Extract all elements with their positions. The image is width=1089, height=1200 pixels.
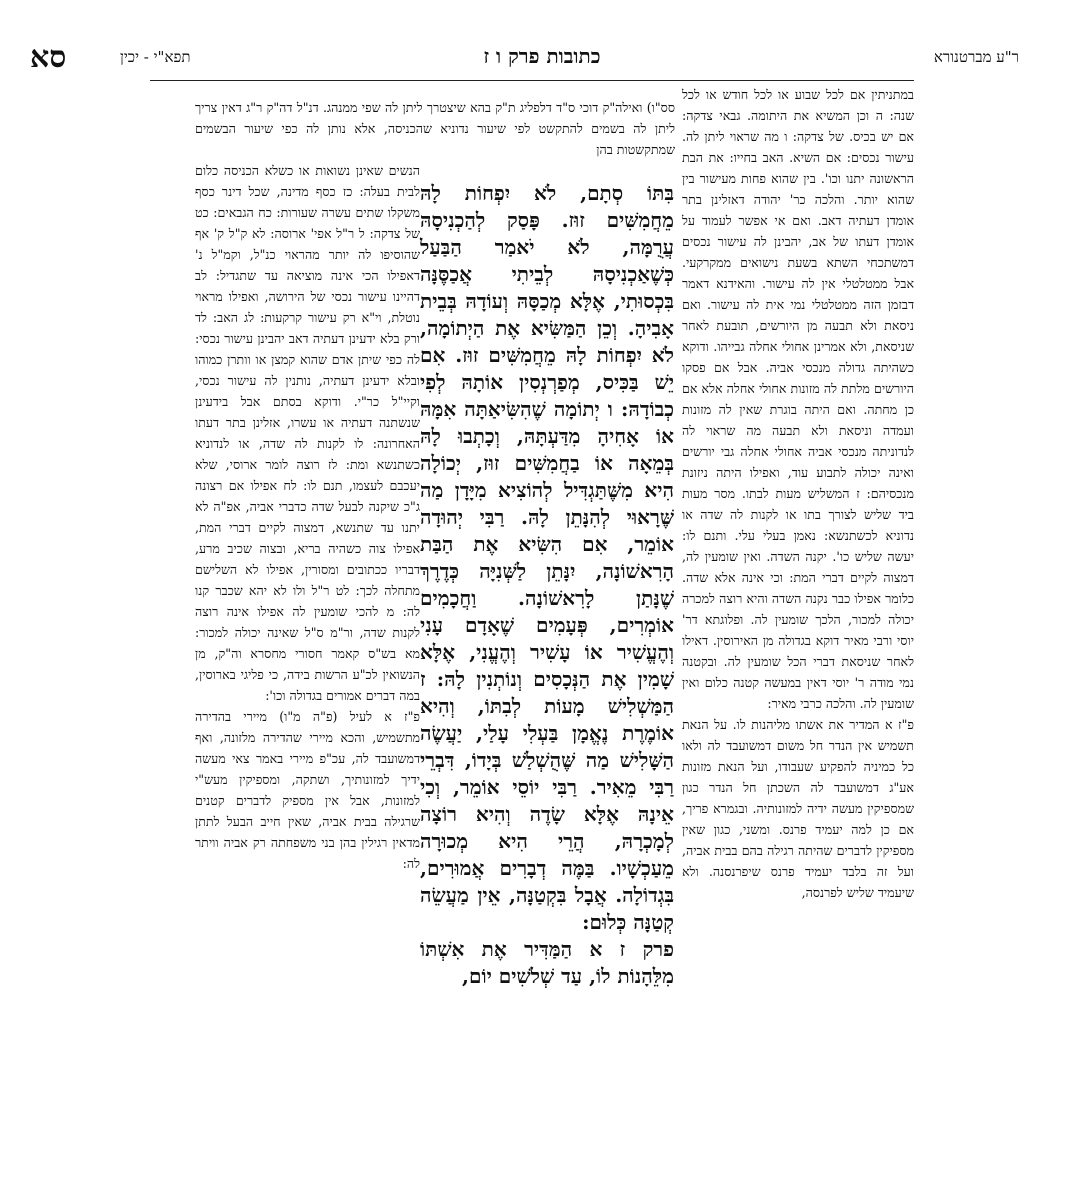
bartenura-paragraph: במתניתין אם לכל שבוע או לכל חודש או לכל שנה: ה וכן המשיא את היתומה. גבאי צדקה: אם יש בכיס. של צדקה: ו מה שראוי ליתן לה. עישור נכסים: אם השיא. האב בחייו: את הבת הראשונה יתנו וכו'. בין שהוא פחות מעישור בין שהוא יותר. והלכה כר' יהודה דאזלינן בתר אומדן דעתיה דאב. ואם אי אפשר לעמוד על אומדן דעתו של אב, יהבינן לה עישור נכסים דמשתכחי השתא בשעת נישואים ממקרקעי. אבל ממטלטלי אין לה עישור. והאידנא דאמר דבזמן הזה ממטלטלי נמי אית לה עישור. ואם ניסאת ולא תבעה מן היורשים, תובעת לאחר שניסאת, ולא אמרינן אחולי אחלה גבייהו. ודוקא כשהיתה גדולה מנכסי אביה. אבל אם פסקו היורשים מלתת לה מזונות אחולי אחלה אלא אם כן מחתה. ואם היתה בוגרת שאין לה מזונות ועמדה וניסאת ולא תבעה מה שראוי לה לנדוניתה מנכסי אביה אחולי אחלה גבי יורשים ואינה יכולה לתבוע עוד, ואפילו היתה ניזונת מנכסיהם: ז המשליש מעות לבתו. מסר מעות ביד שליש לצורך בתו או לקנות לה שדה או נדוניא לכשתנשא: נאמן בעלי עלי. ותנם לו: יעשה שליש כו'. יקנה השדה. ואין שומעין לה, דמצוה לקיים דברי המת: וכי אינה אלא שדה. כלומר אפילו כבר נקנה השדה והיא רוצה למכרה יכולה למכור, הלכך שומעין לה. ופלוגתא דר' יוסי ורבי מאיר דוקא בגדולה מן האירוסין. דאילו לאחר שניסאת דברי הכל שומעין לה. ובקטנה נמי מודה ר' יוסי דאין במעשה קטנה כלום ואין שומעין לה. והלכה כרבי מאיר: bbox=[682, 87, 914, 711]
folio-number: סא bbox=[30, 40, 67, 75]
tiferet-paragraph: הנשים שאינן נשואות או כשלא הכניסה כלום לבית בעלה: כז כסף מדינה, שכל דינר כסף משקלו שתים עשרה שעורות: כח הגבאים: כט של צדקה: ל ר"ל אפי' ארוסה: לא ק"ל ק' אף שהוסיפו לה יותר מהראוי כנ"ל, וקמ"ל נ' דאפילו הכי אינה מוציאה עד שתגדיל: לב דהיינו עישור נכסי של הירושה, ואפילו מראוי נוטלת, וי"א רק עישור קרקעות: לג האב: לד ורק בלא ידעינן דעתיה דאב יהבינן עישור נכסי: לה כפי שיתן אדם שהוא קמצן או וותרן כמוהו ובלא ידעינן דעתיה, נותנין לה עישור נכסי, וקיי"ל כר"י. ודוקא בסתם אבל בידעינן שנשתנה דעתיה או עשרו, אזלינן בתר דעתו האחרונה: לו לקנות לה שדה, או לנדוניא כשתנשא ומת: לז רוצה לומר ארוסי, שלא יעכבם לעצמו, תנם לו: לח אפילו אם רצונה ג"כ שיקנה לבעל שדה כדברי אביה, אפ"ה לא יתנו עד שתנשא, דמצוה לקיים דברי המת, אפילו צוה כשהיה בריא, ובצוה שכיב מרע, דבריו ככתובים ומסורין, אפילו לא השלישם מתחלה לכך: לט ר"ל ולו לא יהא שכבר קנו לה: מ להכי שומעין לה אפילו אינה רוצה לקנות שדה, ור"מ ס"ל שאינה יכולה למכור: מא בש"ס קאמר חסורי מחסרא וה"ק, מן הנשואין לכ"ע הרשות בידה, כי פליגי בארוסין, במה דברים אמורים בגדולה וכו': bbox=[195, 163, 420, 703]
tiferet-top-text bbox=[195, 84, 675, 172]
header-rule bbox=[150, 80, 914, 81]
mishnah-text: בִּתּוֹ סְתָם, לֹא יִפְחוֹת לָהּ מֵחֲמִשִּׁים זוּז. פָּסַק לְהַכְנִיסָהּ עֲרֻמָּה, לֹא יֹאמַר הַבַּעַל כְּשֶׁאַכְנִיסָהּ לְבֵיתִי אֲכַסֶּנָּה בִּכְסוּתִי, אֶלָּא מְכַסָּהּ וְעוֹדָהּ בְּבֵית אָבִיהָ. וְכֵן הַמַּשִּׂיא אֶת הַיְתוֹמָה, לֹא יִפְחוֹת לָהּ מֵחֲמִשִּׁים זוּז. אִם יֵשׁ בַּכִּיס, מְפַרְנְסִין אוֹתָהּ לְפִי כְבוֹדָהּ: ו יְתוֹמָה שֶׁהִשִּׂיאַתָּה אִמָּהּ אוֹ אָחִיהָ מִדַּעְתָּהּ, וְכָתְבוּ לָהּ בְּמֵאָה אוֹ בַחֲמִשִּׁים זוּז, יְכוֹלָה הִיא מִשֶּׁתַּגְדִּיל לְהוֹצִיא מִיָּדָן מַה שֶּׁרָאוּי לְהִנָּתֵן לָהּ. רַבִּי יְהוּדָה אוֹמֵר, אִם הִשִּׂיא אֶת הַבַּת הָרִאשׁוֹנָה, יִנָּתֵן לַשְּׁנִיָּה כְּדֶרֶךְ שֶׁנָּתַן לָרִאשׁוֹנָה. וַחֲכָמִים אוֹמְרִים, פְּעָמִים שֶׁאָדָם עָנִי וְהֶעֱשִׁיר אוֹ עָשִׁיר וְהֶעֱנִי, אֶלָּא שָׁמִין אֶת הַנְּכָסִים וְנוֹתְנִין לָהּ: ז הַמַּשְׁלִישׁ מָעוֹת לְבִתּוֹ, וְהִיא אוֹמֶרֶת נֶאֱמָן בַּעְלִי עָלַי, יַעֲשֶׂה הַשָּׁלִישׁ מַה שֶּׁהֻשְׁלַשׁ בְּיָדוֹ, דִּבְרֵי רַבִּי מֵאִיר. רַבִּי יוֹסֵי אוֹמֵר, וְכִי אֵינָהּ אֶלָּא שָׂדֶה וְהִיא רוֹצָה לְמָכְרָהּ, הֲרֵי הִיא מְכוּרָה מֵעַכְשָׁיו. בַּמֶּה דְבָרִים אֲמוּרִים, בִּגְדוֹלָה. אֲבָל בִּקְטַנָּה, אֵין מַעֲשֵׂה קְטַנָּה כְּלוּם: bbox=[420, 181, 674, 934]
tiferet-column bbox=[195, 160, 420, 874]
bartenura-column bbox=[682, 84, 914, 903]
page-header bbox=[30, 40, 1019, 76]
tiferet-top-paragraph: סס"ו) ואילה"ק דוכי ס"ד דלפליג ת"ק בהא שיצטרך ליתן לה שפי ממנהג. דנ"ל דה"ק ר"ג דאין צריך ליתן לה בשמים להתקשט לפי שיעור נדוניא שהכניסה, אלא נותן לה כפי שיעור הבשמים שמתקשטות בהן bbox=[195, 99, 675, 157]
commentary-name: ר"ע מברטנורא bbox=[933, 48, 1019, 66]
mishnah-chapter-start: פרק ז א הַמַּדִּיר אֶת אִשְׁתּוֹ מִלֵּהָנוֹת לוֹ, עַד שְׁלֹשִׁים יוֹם, bbox=[420, 937, 674, 988]
tiferet-new-chapter: פ"ז א לעיל (פ"ה מ"ו) מיירי בהדירה מתשמיש, והכא מיירי שהדירה מלזונה, ואף דמשועבד לה, עכ"פ מיירי באמר צאי מעשה ידיך למזונותיך, ושתקה, ומספיקין מעש"י למזונות, אבל אין מספיק לדברים קטנים שרגילה בבית אביה, שאין חייב הבעל לתתן מדאין רגילין בהן בני משפחתה רק אביה וויתר לה: bbox=[195, 709, 420, 871]
page-title: כתובות פרק ו ז bbox=[483, 44, 601, 68]
bartenura-new-chapter: פ"ז א המדיר את אשתו מליהנות לו. על הנאת תשמיש אין הנדר חל משום דמשועבד לה ולאו כל כמיניה להפקיע שעבודו, ועל הנאת מזונות אע"ג דמשועבד לה השכתן חל הנדר כגון שמספיקין מעשה ידיה למזונותיה. ובגמרא פריך, אם כן למה יעמיד פרנס. ומשני, כגון שאין מספיקין לדברים שהיתה רגילה בהם בבית אביה, ועל זה בלבד יעמיד פרנס שיפרנסנה. ולא שיעמיד שליש לפרנסה, bbox=[682, 717, 914, 900]
mishnah-column bbox=[420, 180, 674, 990]
commentary-range: תפא"י - יכין bbox=[120, 48, 191, 66]
